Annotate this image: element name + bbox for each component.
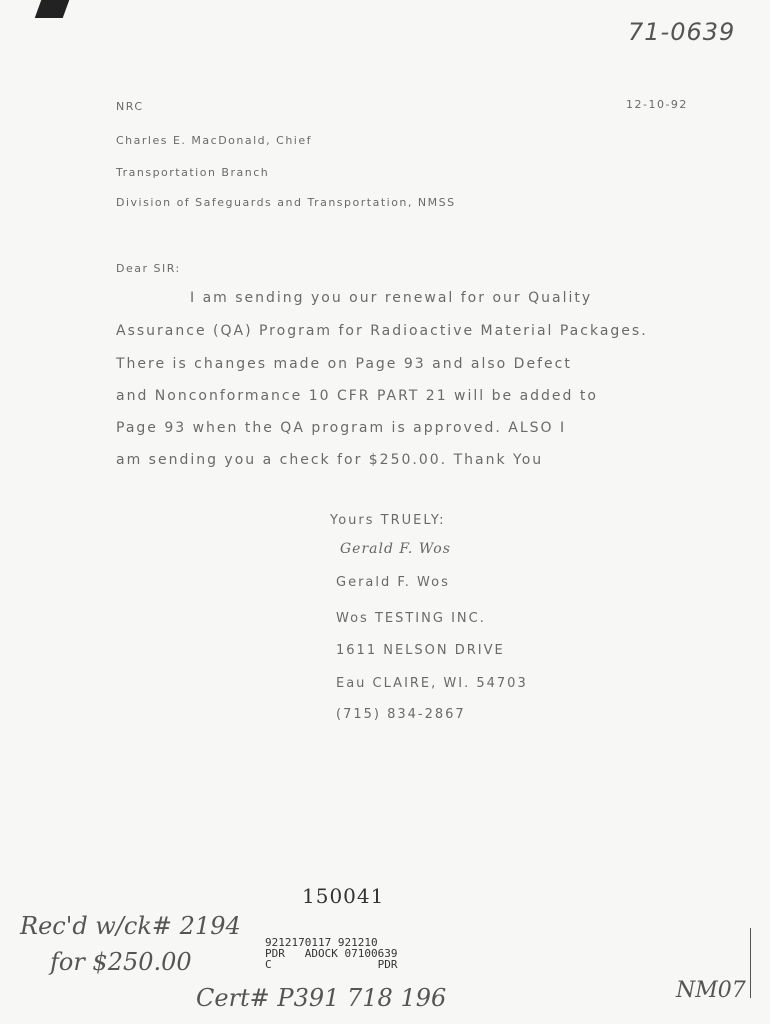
recipient-branch: Transportation Branch — [116, 166, 270, 179]
body-line: There is changes made on Page 93 and also Defect — [116, 356, 572, 372]
cert-note: Cert# P391 718 196 — [196, 984, 447, 1012]
handwritten-signature: Gerald F. Wos — [340, 541, 451, 557]
body-line: and Nonconformance 10 CFR PART 21 will be added to — [116, 388, 598, 404]
body-line: Assurance (QA) Program for Radioactive Material Packages. — [116, 323, 648, 339]
body-line: am sending you a check for $250.00. Thank You — [116, 452, 544, 468]
pdr-line: C PDR — [265, 958, 398, 971]
margin-rule — [750, 928, 751, 998]
pdr-line: PDR ADOCK 07100639 — [265, 947, 398, 960]
letter-date: 12-10-92 — [626, 98, 688, 111]
street-address: 1611 NELSON DRIVE — [336, 643, 505, 658]
salutation: Dear SIR: — [116, 262, 181, 275]
body-line: I am sending you our renewal for our Quality — [190, 290, 593, 306]
body-line: Page 93 when the QA program is approved. ALSO I — [116, 420, 567, 436]
initials-note: NM07 — [676, 978, 746, 1003]
recipient-division: Division of Safeguards and Transportation, NMSS — [116, 196, 456, 209]
phone-number: (715) 834-2867 — [336, 707, 466, 722]
received-note: Rec'd w/ck# 2194 — [20, 912, 241, 940]
amount-note: for $250.00 — [50, 948, 192, 976]
recipient-name: Charles E. MacDonald, Chief — [116, 134, 312, 147]
pdr-accession-stamp — [265, 937, 397, 970]
signer-name: Gerald F. Wos — [336, 575, 450, 590]
pdr-line: 9212170117 921210 — [265, 936, 378, 949]
valediction: Yours TRUELY: — [330, 513, 446, 528]
scan-corner-mark — [35, 0, 70, 18]
file-number: 71-0639 — [628, 18, 736, 46]
recipient-org: NRC — [116, 100, 144, 113]
document-stamp-number: 150041 — [302, 884, 385, 908]
company-name: Wos TESTING INC. — [336, 611, 486, 626]
city-state-zip: Eau CLAIRE, WI. 54703 — [336, 676, 528, 691]
